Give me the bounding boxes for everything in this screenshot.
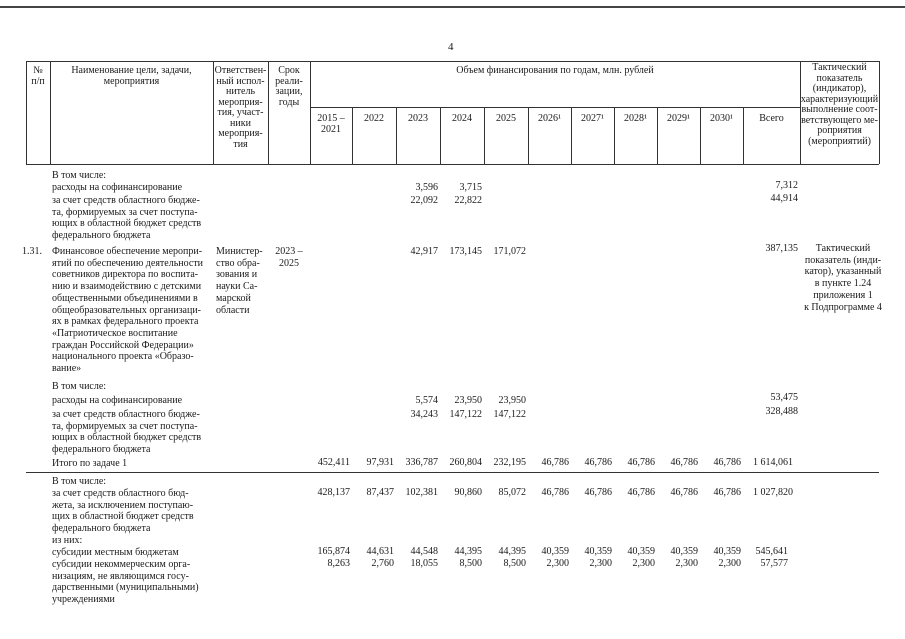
cell-value: 2,300 — [718, 558, 741, 569]
cell-total: 328,488 — [765, 406, 798, 417]
header-name: Наименование цели, задачи, мероприятия — [71, 65, 192, 87]
cell-value: 46,786 — [713, 487, 741, 498]
cell-value: 260,804 — [449, 457, 482, 468]
row-label: расходы на софинансирование — [52, 395, 183, 406]
row-label: расходы на софинансирование — [52, 182, 183, 193]
row-number: 1.31. — [22, 246, 42, 257]
cell-total: 7,312 — [775, 180, 798, 191]
header-indicator: Тактический показатель (индикатор), характеризующий выполнение соот- ветствующего ме- роприятия (мероприятий) — [800, 62, 879, 147]
cell-value: 2,760 — [371, 558, 394, 569]
page-top-border — [0, 6, 905, 8]
cell-total: 1 027,820 — [753, 487, 793, 498]
cell-value: 40,359 — [670, 546, 698, 557]
header-total: Всего — [759, 113, 784, 124]
cell-total: 57,577 — [760, 558, 788, 569]
header-year: 2023 — [408, 113, 428, 124]
row-label: В том числе: — [52, 476, 107, 487]
cell-value: 44,631 — [366, 546, 394, 557]
header-year: 2030¹ — [710, 113, 733, 124]
cell-value: 3,596 — [415, 182, 438, 193]
cell-value: 44,395 — [454, 546, 482, 557]
cell-value: 147,122 — [493, 409, 526, 420]
cell-value: 3,715 — [459, 182, 482, 193]
cell-value: 171,072 — [493, 246, 526, 257]
cell-value: 85,072 — [498, 487, 526, 498]
cell-value: 147,122 — [449, 409, 482, 420]
header-year: 2024 — [452, 113, 472, 124]
header-year: 2027¹ — [581, 113, 604, 124]
cell-value: 46,786 — [584, 457, 612, 468]
cell-value: 5,574 — [415, 395, 438, 406]
cell-value: 46,786 — [627, 487, 655, 498]
cell-value: 18,055 — [410, 558, 438, 569]
cell-value: 102,381 — [405, 487, 438, 498]
cell-value: 173,145 — [449, 246, 482, 257]
cell-value: 44,395 — [498, 546, 526, 557]
cell-total: 387,135 — [765, 243, 798, 254]
cell-value: 97,931 — [366, 457, 394, 468]
cell-value: 87,437 — [366, 487, 394, 498]
cell-value: 2,300 — [546, 558, 569, 569]
cell-value: 8,500 — [459, 558, 482, 569]
cell-value: 452,411 — [317, 457, 350, 468]
cell-total: 53,475 — [770, 392, 798, 403]
cell-value: 2,300 — [675, 558, 698, 569]
year-header-top-line — [310, 107, 800, 108]
cell-total: 44,914 — [770, 193, 798, 204]
row-label: за счет средств областного бюдже- та, формируемых за счет поступа- ющих в областной бюджет средств федерального бюджета — [52, 409, 202, 456]
cell-value: 40,359 — [541, 546, 569, 557]
executor: Министер- ство обра- зования и науки Са- марской области — [216, 246, 263, 316]
term: 2023 – 2025 — [275, 246, 303, 269]
section-separator — [26, 472, 879, 473]
cell-value: 22,092 — [410, 195, 438, 206]
cell-value: 23,950 — [498, 395, 526, 406]
cell-value: 34,243 — [410, 409, 438, 420]
cell-value: 44,548 — [410, 546, 438, 557]
header-funding: Объем финансирования по годам, млн. рублей — [456, 65, 654, 76]
table-top-border — [26, 61, 879, 62]
grid-line — [879, 61, 880, 164]
header-year: 2029¹ — [667, 113, 690, 124]
cell-value: 23,950 — [454, 395, 482, 406]
cell-value: 46,786 — [670, 457, 698, 468]
cell-value: 2,300 — [589, 558, 612, 569]
cell-value: 22,822 — [454, 195, 482, 206]
cell-value: 46,786 — [713, 457, 741, 468]
cell-value: 46,786 — [670, 487, 698, 498]
cell-value: 428,137 — [317, 487, 350, 498]
row-label: из них: — [52, 535, 83, 546]
cell-value: 46,786 — [627, 457, 655, 468]
header-year: 2028¹ — [624, 113, 647, 124]
header-num: № п/п — [31, 65, 45, 87]
cell-value: 232,195 — [493, 457, 526, 468]
header-year: 2025 — [496, 113, 516, 124]
cell-value: 8,500 — [503, 558, 526, 569]
cell-value: 165,874 — [317, 546, 350, 557]
cell-value: 46,786 — [541, 457, 569, 468]
indicator: Тактический показатель (инди- катор), указанный в пункте 1.24 приложения 1 к Подпрограмме 4 — [804, 243, 882, 313]
cell-value: 42,917 — [410, 246, 438, 257]
header-year: 2026¹ — [538, 113, 561, 124]
row-label: за счет средств областного бюдже- та, формируемых за счет поступа- ющих в областной бюджет средств федерального бюджета — [52, 195, 202, 242]
header-executor: Ответствен- ный испол- нитель мероприя- тия, участ- ники мероприя- тия — [214, 65, 267, 150]
row-label: В том числе: — [52, 381, 107, 392]
header-year: 2015 – 2021 — [317, 113, 345, 135]
row-label: субсидии некоммерческим орга- низациям, не являющимся госу- дарственными (муниципальными) учреждениями — [52, 559, 199, 606]
cell-value: 336,787 — [405, 457, 438, 468]
header-year: 2022 — [364, 113, 384, 124]
cell-value: 40,359 — [627, 546, 655, 557]
page-number: 4 — [448, 41, 454, 53]
cell-value: 90,860 — [454, 487, 482, 498]
cell-value: 40,359 — [584, 546, 612, 557]
cell-value: 46,786 — [584, 487, 612, 498]
cell-total: 545,641 — [755, 546, 788, 557]
row-label: В том числе: — [52, 170, 107, 181]
cell-total: 1 614,061 — [753, 457, 793, 468]
cell-value: 40,359 — [713, 546, 741, 557]
cell-value: 46,786 — [541, 487, 569, 498]
header-bottom-line — [26, 164, 879, 165]
row-label: Финансовое обеспечение меропри- ятий по обеспечению деятельности советников директора по воспита- нию и взаимодействию с детскими общественными объединениями в общеобразовательных организаци- ях в рамках федерального проекта «Патриотическое воспитание граждан Российской Федерации» национального проекта «Образо- вание» — [52, 246, 204, 375]
row-label: Итого по задаче 1 — [52, 458, 128, 469]
row-label: за счет средств областного бюд- жета, за исключением поступаю- щих в областной бюджет средств федерального бюджета — [52, 488, 194, 535]
header-term: Срок реали- зации, годы — [275, 65, 303, 108]
cell-value: 8,263 — [327, 558, 350, 569]
cell-value: 2,300 — [632, 558, 655, 569]
row-label: субсидии местным бюджетам — [52, 547, 179, 558]
